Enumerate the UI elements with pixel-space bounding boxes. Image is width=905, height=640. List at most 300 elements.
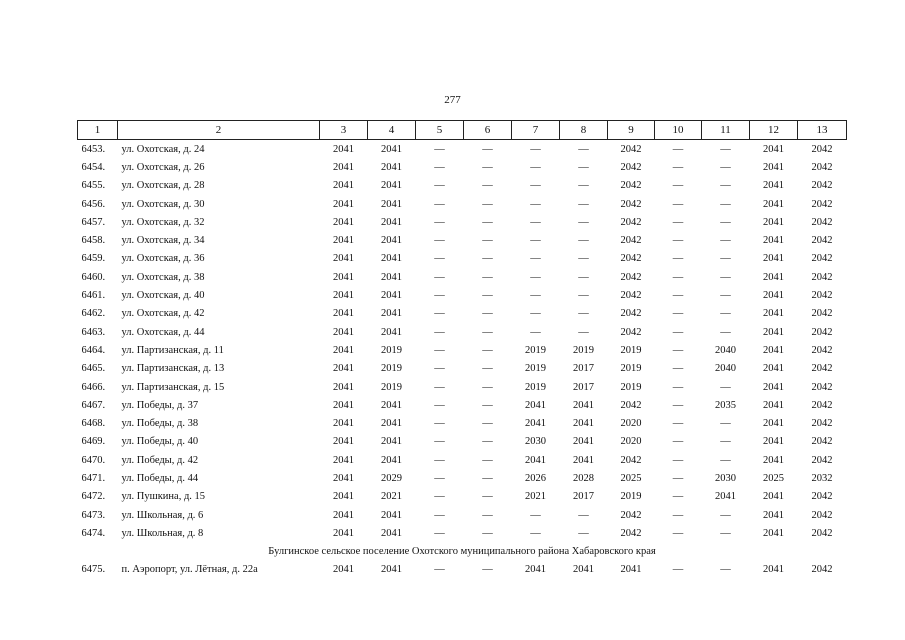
year-cell-col-9: 2042 <box>620 271 642 283</box>
year-cell-col-5: — <box>434 271 445 283</box>
year-cell-col-3: 2041 <box>333 290 354 302</box>
year-cell-col-3: 2041 <box>333 472 354 484</box>
year-cell-col-5: — <box>434 509 445 521</box>
address-cell: п. Аэропорт, ул. Лётная, д. 22а <box>121 564 258 576</box>
table-row <box>78 231 847 249</box>
table-row <box>78 250 847 268</box>
table-row <box>78 323 847 341</box>
year-cell-col-11: — <box>720 198 731 210</box>
year-cell-col-11: — <box>720 454 731 466</box>
year-cell-col-13: 2032 <box>811 472 833 484</box>
year-cell-col-7: — <box>530 271 541 283</box>
year-cell-col-8: — <box>578 143 589 155</box>
year-cell-col-7: — <box>530 180 541 192</box>
address-cell: ул. Победы, д. 37 <box>121 399 199 411</box>
year-cell-col-7: — <box>530 509 541 521</box>
year-cell-col-6: — <box>482 344 493 356</box>
year-cell-col-10: — <box>672 363 684 375</box>
year-cell-col-5: — <box>434 381 445 393</box>
year-cell-col-10: — <box>672 436 684 448</box>
column-header-1: 1 <box>78 121 118 140</box>
table-row <box>78 158 847 176</box>
year-cell-col-4: 2041 <box>381 564 402 576</box>
year-cell-col-8: 2041 <box>573 436 594 448</box>
year-cell-col-5: — <box>434 180 445 192</box>
year-cell-col-10: — <box>672 527 684 539</box>
year-cell-col-3: 2041 <box>333 381 354 393</box>
year-cell-col-6: — <box>482 198 493 210</box>
table-row <box>78 433 847 451</box>
row-number: 6473. <box>81 509 106 521</box>
year-cell-col-8: — <box>578 271 589 283</box>
year-cell-col-5: — <box>434 527 445 539</box>
year-cell-col-3: 2041 <box>333 143 354 155</box>
row-number: 6461. <box>81 290 106 302</box>
year-cell-col-3: 2041 <box>333 235 354 247</box>
row-number: 6470. <box>81 454 106 466</box>
year-cell-col-10: — <box>672 381 684 393</box>
year-cell-col-12: 2041 <box>763 161 784 173</box>
table-row <box>78 378 847 396</box>
year-cell-col-12: 2041 <box>763 308 784 320</box>
year-cell-col-9: 2020 <box>620 436 642 448</box>
year-cell-col-6: — <box>482 326 493 338</box>
year-cell-col-8: 2041 <box>573 418 594 430</box>
year-cell-col-4: 2041 <box>381 143 402 155</box>
year-cell-col-12: 2041 <box>763 454 784 466</box>
column-header-5: 5 <box>416 121 464 140</box>
year-cell-col-13: 2042 <box>811 454 833 466</box>
address-cell: ул. Охотская, д. 36 <box>121 253 205 265</box>
address-cell: ул. Охотская, д. 38 <box>121 271 205 283</box>
year-cell-col-6: — <box>482 381 493 393</box>
address-cell: ул. Охотская, д. 42 <box>121 308 205 320</box>
row-number: 6458. <box>81 235 106 247</box>
header-row <box>78 121 847 140</box>
table-row <box>78 506 847 524</box>
year-cell-col-10: — <box>672 198 684 210</box>
section-heading: Булгинское сельское поселение Охотского муниципального района Хабаровского края <box>268 546 656 558</box>
year-cell-col-4: 2041 <box>381 290 402 302</box>
year-cell-col-4: 2019 <box>381 363 402 375</box>
year-cell-col-4: 2029 <box>381 472 402 484</box>
year-cell-col-5: — <box>434 472 445 484</box>
year-cell-col-6: — <box>482 363 493 375</box>
year-cell-col-8: — <box>578 308 589 320</box>
year-cell-col-6: — <box>482 216 493 228</box>
year-cell-col-9: 2042 <box>620 253 642 265</box>
year-cell-col-12: 2041 <box>763 271 784 283</box>
year-cell-col-10: — <box>672 326 684 338</box>
year-cell-col-8: — <box>578 253 589 265</box>
table-header <box>78 121 847 140</box>
year-cell-col-3: 2041 <box>333 491 354 503</box>
row-number: 6460. <box>81 271 106 283</box>
year-cell-col-5: — <box>434 564 445 576</box>
row-number: 6464. <box>81 344 106 356</box>
address-cell: ул. Охотская, д. 32 <box>121 216 205 228</box>
column-header-13: 13 <box>798 121 847 140</box>
year-cell-col-13: 2042 <box>811 216 833 228</box>
year-cell-col-7: 2041 <box>525 418 546 430</box>
year-cell-col-5: — <box>434 491 445 503</box>
year-cell-col-3: 2041 <box>333 180 354 192</box>
table-body <box>78 140 847 579</box>
year-cell-col-5: — <box>434 198 445 210</box>
table-row <box>78 451 847 469</box>
year-cell-col-9: 2042 <box>620 509 642 521</box>
year-cell-col-10: — <box>672 418 684 430</box>
year-cell-col-4: 2041 <box>381 436 402 448</box>
year-cell-col-5: — <box>434 326 445 338</box>
year-cell-col-11: — <box>720 271 731 283</box>
year-cell-col-12: 2041 <box>763 363 784 375</box>
year-cell-col-11: — <box>720 143 731 155</box>
year-cell-col-3: 2041 <box>333 161 354 173</box>
year-cell-col-13: 2042 <box>811 198 833 210</box>
row-number: 6469. <box>81 436 106 448</box>
address-cell: ул. Победы, д. 40 <box>121 436 199 448</box>
year-cell-col-9: 2020 <box>620 418 642 430</box>
address-cell: ул. Школьная, д. 6 <box>121 509 204 521</box>
year-cell-col-9: 2042 <box>620 290 642 302</box>
address-cell: ул. Охотская, д. 40 <box>121 290 205 302</box>
table-row <box>78 396 847 414</box>
year-cell-col-5: — <box>434 290 445 302</box>
year-cell-col-7: 2041 <box>525 399 546 411</box>
year-cell-col-9: 2042 <box>620 454 642 466</box>
year-cell-col-3: 2041 <box>333 418 354 430</box>
year-cell-col-13: 2042 <box>811 436 833 448</box>
year-cell-col-5: — <box>434 454 445 466</box>
row-number: 6475. <box>81 564 106 576</box>
year-cell-col-12: 2041 <box>763 326 784 338</box>
table-row <box>78 561 847 579</box>
table-row <box>78 488 847 506</box>
year-cell-col-5: — <box>434 399 445 411</box>
year-cell-col-4: 2041 <box>381 527 402 539</box>
year-cell-col-9: 2019 <box>620 381 642 393</box>
address-cell: ул. Победы, д. 42 <box>121 454 199 466</box>
year-cell-col-7: 2030 <box>525 436 546 448</box>
year-cell-col-9: 2042 <box>620 180 642 192</box>
year-cell-col-11: — <box>720 216 731 228</box>
document-table <box>77 120 847 579</box>
year-cell-col-3: 2041 <box>333 399 354 411</box>
year-cell-col-10: — <box>672 509 684 521</box>
year-cell-col-3: 2041 <box>333 527 354 539</box>
year-cell-col-13: 2042 <box>811 326 833 338</box>
year-cell-col-5: — <box>434 216 445 228</box>
year-cell-col-8: 2017 <box>573 381 594 393</box>
year-cell-col-13: 2042 <box>811 180 833 192</box>
year-cell-col-3: 2041 <box>333 308 354 320</box>
row-number: 6465. <box>81 363 106 375</box>
year-cell-col-10: — <box>672 344 684 356</box>
year-cell-col-11: — <box>720 235 731 247</box>
year-cell-col-7: 2026 <box>525 472 546 484</box>
table-row <box>78 213 847 231</box>
table-row <box>78 414 847 432</box>
year-cell-col-9: 2042 <box>620 161 642 173</box>
address-cell: ул. Партизанская, д. 11 <box>121 344 224 356</box>
row-number: 6454. <box>81 161 106 173</box>
year-cell-col-9: 2042 <box>620 143 642 155</box>
year-cell-col-10: — <box>672 491 684 503</box>
year-cell-col-8: 2019 <box>573 344 594 356</box>
year-cell-col-13: 2042 <box>811 253 833 265</box>
year-cell-col-13: 2042 <box>811 418 833 430</box>
year-cell-col-3: 2041 <box>333 363 354 375</box>
year-cell-col-6: — <box>482 418 493 430</box>
year-cell-col-6: — <box>482 472 493 484</box>
address-cell: ул. Охотская, д. 44 <box>121 326 205 338</box>
column-header-6: 6 <box>464 121 512 140</box>
year-cell-col-12: 2041 <box>763 235 784 247</box>
year-cell-col-8: — <box>578 290 589 302</box>
year-cell-col-7: 2041 <box>525 564 546 576</box>
year-cell-col-9: 2019 <box>620 344 642 356</box>
year-cell-col-4: 2021 <box>381 491 402 503</box>
column-header-12: 12 <box>750 121 798 140</box>
year-cell-col-11: — <box>720 290 731 302</box>
year-cell-col-11: — <box>720 161 731 173</box>
year-cell-col-10: — <box>672 235 684 247</box>
year-cell-col-12: 2041 <box>763 198 784 210</box>
year-cell-col-6: — <box>482 253 493 265</box>
year-cell-col-3: 2041 <box>333 436 354 448</box>
year-cell-col-8: 2041 <box>573 454 594 466</box>
section-heading-row <box>78 543 847 561</box>
year-cell-col-13: 2042 <box>811 344 833 356</box>
year-cell-col-12: 2041 <box>763 216 784 228</box>
column-header-7: 7 <box>512 121 560 140</box>
address-cell: ул. Охотская, д. 30 <box>121 198 205 210</box>
year-cell-col-13: 2042 <box>811 564 833 576</box>
year-cell-col-4: 2041 <box>381 454 402 466</box>
year-cell-col-5: — <box>434 143 445 155</box>
year-cell-col-4: 2041 <box>381 308 402 320</box>
year-cell-col-9: 2019 <box>620 491 642 503</box>
year-cell-col-13: 2042 <box>811 363 833 375</box>
row-number: 6455. <box>81 180 106 192</box>
year-cell-col-13: 2042 <box>811 527 833 539</box>
address-cell: ул. Школьная, д. 8 <box>121 527 204 539</box>
year-cell-col-11: — <box>720 308 731 320</box>
year-cell-col-9: 2042 <box>620 308 642 320</box>
year-cell-col-7: — <box>530 527 541 539</box>
year-cell-col-5: — <box>434 363 445 375</box>
year-cell-col-11: — <box>720 326 731 338</box>
address-cell: ул. Партизанская, д. 15 <box>121 381 225 393</box>
row-number: 6471. <box>81 472 106 484</box>
column-header-4: 4 <box>368 121 416 140</box>
year-cell-col-3: 2041 <box>333 271 354 283</box>
year-cell-col-6: — <box>482 290 493 302</box>
year-cell-col-8: 2041 <box>573 399 594 411</box>
year-cell-col-12: 2041 <box>763 527 784 539</box>
row-number: 6456. <box>81 198 106 210</box>
year-cell-col-12: 2041 <box>763 436 784 448</box>
year-cell-col-5: — <box>434 344 445 356</box>
year-cell-col-11: — <box>720 564 731 576</box>
year-cell-col-3: 2041 <box>333 253 354 265</box>
table-row <box>78 268 847 286</box>
year-cell-col-4: 2041 <box>381 399 402 411</box>
year-cell-col-10: — <box>672 290 684 302</box>
year-cell-col-10: — <box>672 472 684 484</box>
year-cell-col-12: 2041 <box>763 509 784 521</box>
year-cell-col-8: — <box>578 161 589 173</box>
table-row <box>78 469 847 487</box>
year-cell-col-3: 2041 <box>333 216 354 228</box>
year-cell-col-5: — <box>434 235 445 247</box>
year-cell-col-3: 2041 <box>333 509 354 521</box>
column-header-8: 8 <box>560 121 608 140</box>
year-cell-col-6: — <box>482 308 493 320</box>
year-cell-col-6: — <box>482 509 493 521</box>
year-cell-col-9: 2042 <box>620 527 642 539</box>
year-cell-col-13: 2042 <box>811 143 833 155</box>
year-cell-col-10: — <box>672 143 684 155</box>
table-row <box>78 341 847 359</box>
year-cell-col-11: — <box>720 509 731 521</box>
address-cell: ул. Охотская, д. 24 <box>121 143 205 155</box>
year-cell-col-9: 2019 <box>620 363 642 375</box>
year-cell-col-10: — <box>672 399 684 411</box>
year-cell-col-4: 2019 <box>381 381 402 393</box>
year-cell-col-5: — <box>434 308 445 320</box>
year-cell-col-11: — <box>720 180 731 192</box>
year-cell-col-12: 2041 <box>763 418 784 430</box>
year-cell-col-10: — <box>672 454 684 466</box>
year-cell-col-13: 2042 <box>811 290 833 302</box>
year-cell-col-8: 2017 <box>573 491 594 503</box>
year-cell-col-9: 2041 <box>620 564 642 576</box>
year-cell-col-9: 2025 <box>620 472 642 484</box>
row-number: 6472. <box>81 491 106 503</box>
year-cell-col-12: 2041 <box>763 491 784 503</box>
year-cell-col-8: — <box>578 216 589 228</box>
year-cell-col-10: — <box>672 161 684 173</box>
year-cell-col-4: 2041 <box>381 161 402 173</box>
table-row <box>78 177 847 195</box>
year-cell-col-5: — <box>434 436 445 448</box>
year-cell-col-4: 2041 <box>381 509 402 521</box>
year-cell-col-11: 2040 <box>715 344 736 356</box>
row-number: 6453. <box>81 143 106 155</box>
year-cell-col-11: — <box>720 253 731 265</box>
year-cell-col-12: 2041 <box>763 180 784 192</box>
year-cell-col-13: 2042 <box>811 399 833 411</box>
year-cell-col-9: 2042 <box>620 235 642 247</box>
year-cell-col-12: 2041 <box>763 253 784 265</box>
year-cell-col-8: — <box>578 527 589 539</box>
year-cell-col-9: 2042 <box>620 216 642 228</box>
year-cell-col-7: 2019 <box>525 344 546 356</box>
address-cell: ул. Пушкина, д. 15 <box>121 491 206 503</box>
year-cell-col-6: — <box>482 491 493 503</box>
year-cell-col-6: — <box>482 564 493 576</box>
row-number: 6468. <box>81 418 106 430</box>
year-cell-col-7: 2019 <box>525 381 546 393</box>
year-cell-col-9: 2042 <box>620 198 642 210</box>
table-row <box>78 195 847 213</box>
row-number: 6467. <box>81 399 106 411</box>
year-cell-col-6: — <box>482 436 493 448</box>
year-cell-col-4: 2019 <box>381 344 402 356</box>
address-cell: ул. Охотская, д. 34 <box>121 235 205 247</box>
year-cell-col-11: — <box>720 381 731 393</box>
year-cell-col-12: 2041 <box>763 290 784 302</box>
year-cell-col-6: — <box>482 235 493 247</box>
year-cell-col-12: 2041 <box>763 564 784 576</box>
year-cell-col-7: 2041 <box>525 454 546 466</box>
year-cell-col-8: 2041 <box>573 564 594 576</box>
table-row <box>78 140 847 159</box>
year-cell-col-10: — <box>672 564 684 576</box>
page-number: 277 <box>444 94 461 106</box>
year-cell-col-5: — <box>434 418 445 430</box>
year-cell-col-7: — <box>530 290 541 302</box>
year-cell-col-11: — <box>720 436 731 448</box>
year-cell-col-6: — <box>482 143 493 155</box>
year-cell-col-13: 2042 <box>811 491 833 503</box>
address-cell: ул. Победы, д. 38 <box>121 418 199 430</box>
year-cell-col-12: 2025 <box>763 472 784 484</box>
row-number: 6462. <box>81 308 106 320</box>
year-cell-col-7: 2019 <box>525 363 546 375</box>
year-cell-col-3: 2041 <box>333 454 354 466</box>
column-header-2: 2 <box>118 121 320 140</box>
row-number: 6466. <box>81 381 106 393</box>
year-cell-col-4: 2041 <box>381 271 402 283</box>
year-cell-col-8: 2017 <box>573 363 594 375</box>
year-cell-col-13: 2042 <box>811 308 833 320</box>
column-header-11: 11 <box>702 121 750 140</box>
table-row <box>78 524 847 542</box>
year-cell-col-7: — <box>530 216 541 228</box>
column-header-9: 9 <box>608 121 655 140</box>
year-cell-col-4: 2041 <box>381 326 402 338</box>
year-cell-col-5: — <box>434 161 445 173</box>
year-cell-col-4: 2041 <box>381 253 402 265</box>
year-cell-col-13: 2042 <box>811 235 833 247</box>
year-cell-col-6: — <box>482 399 493 411</box>
year-cell-col-8: — <box>578 235 589 247</box>
year-cell-col-13: 2042 <box>811 271 833 283</box>
year-cell-col-7: — <box>530 161 541 173</box>
year-cell-col-4: 2041 <box>381 235 402 247</box>
year-cell-col-11: — <box>720 527 731 539</box>
year-cell-col-7: — <box>530 326 541 338</box>
year-cell-col-6: — <box>482 271 493 283</box>
year-cell-col-4: 2041 <box>381 418 402 430</box>
year-cell-col-8: — <box>578 509 589 521</box>
row-number: 6474. <box>81 527 106 539</box>
address-cell: ул. Охотская, д. 28 <box>121 180 205 192</box>
table-row <box>78 360 847 378</box>
column-header-10: 10 <box>655 121 702 140</box>
row-number: 6463. <box>81 326 106 338</box>
year-cell-col-4: 2041 <box>381 216 402 228</box>
row-number: 6457. <box>81 216 106 228</box>
year-cell-col-12: 2041 <box>763 399 784 411</box>
address-cell: ул. Победы, д. 44 <box>121 472 199 484</box>
year-cell-col-8: — <box>578 180 589 192</box>
table-row <box>78 305 847 323</box>
year-cell-col-7: — <box>530 143 541 155</box>
